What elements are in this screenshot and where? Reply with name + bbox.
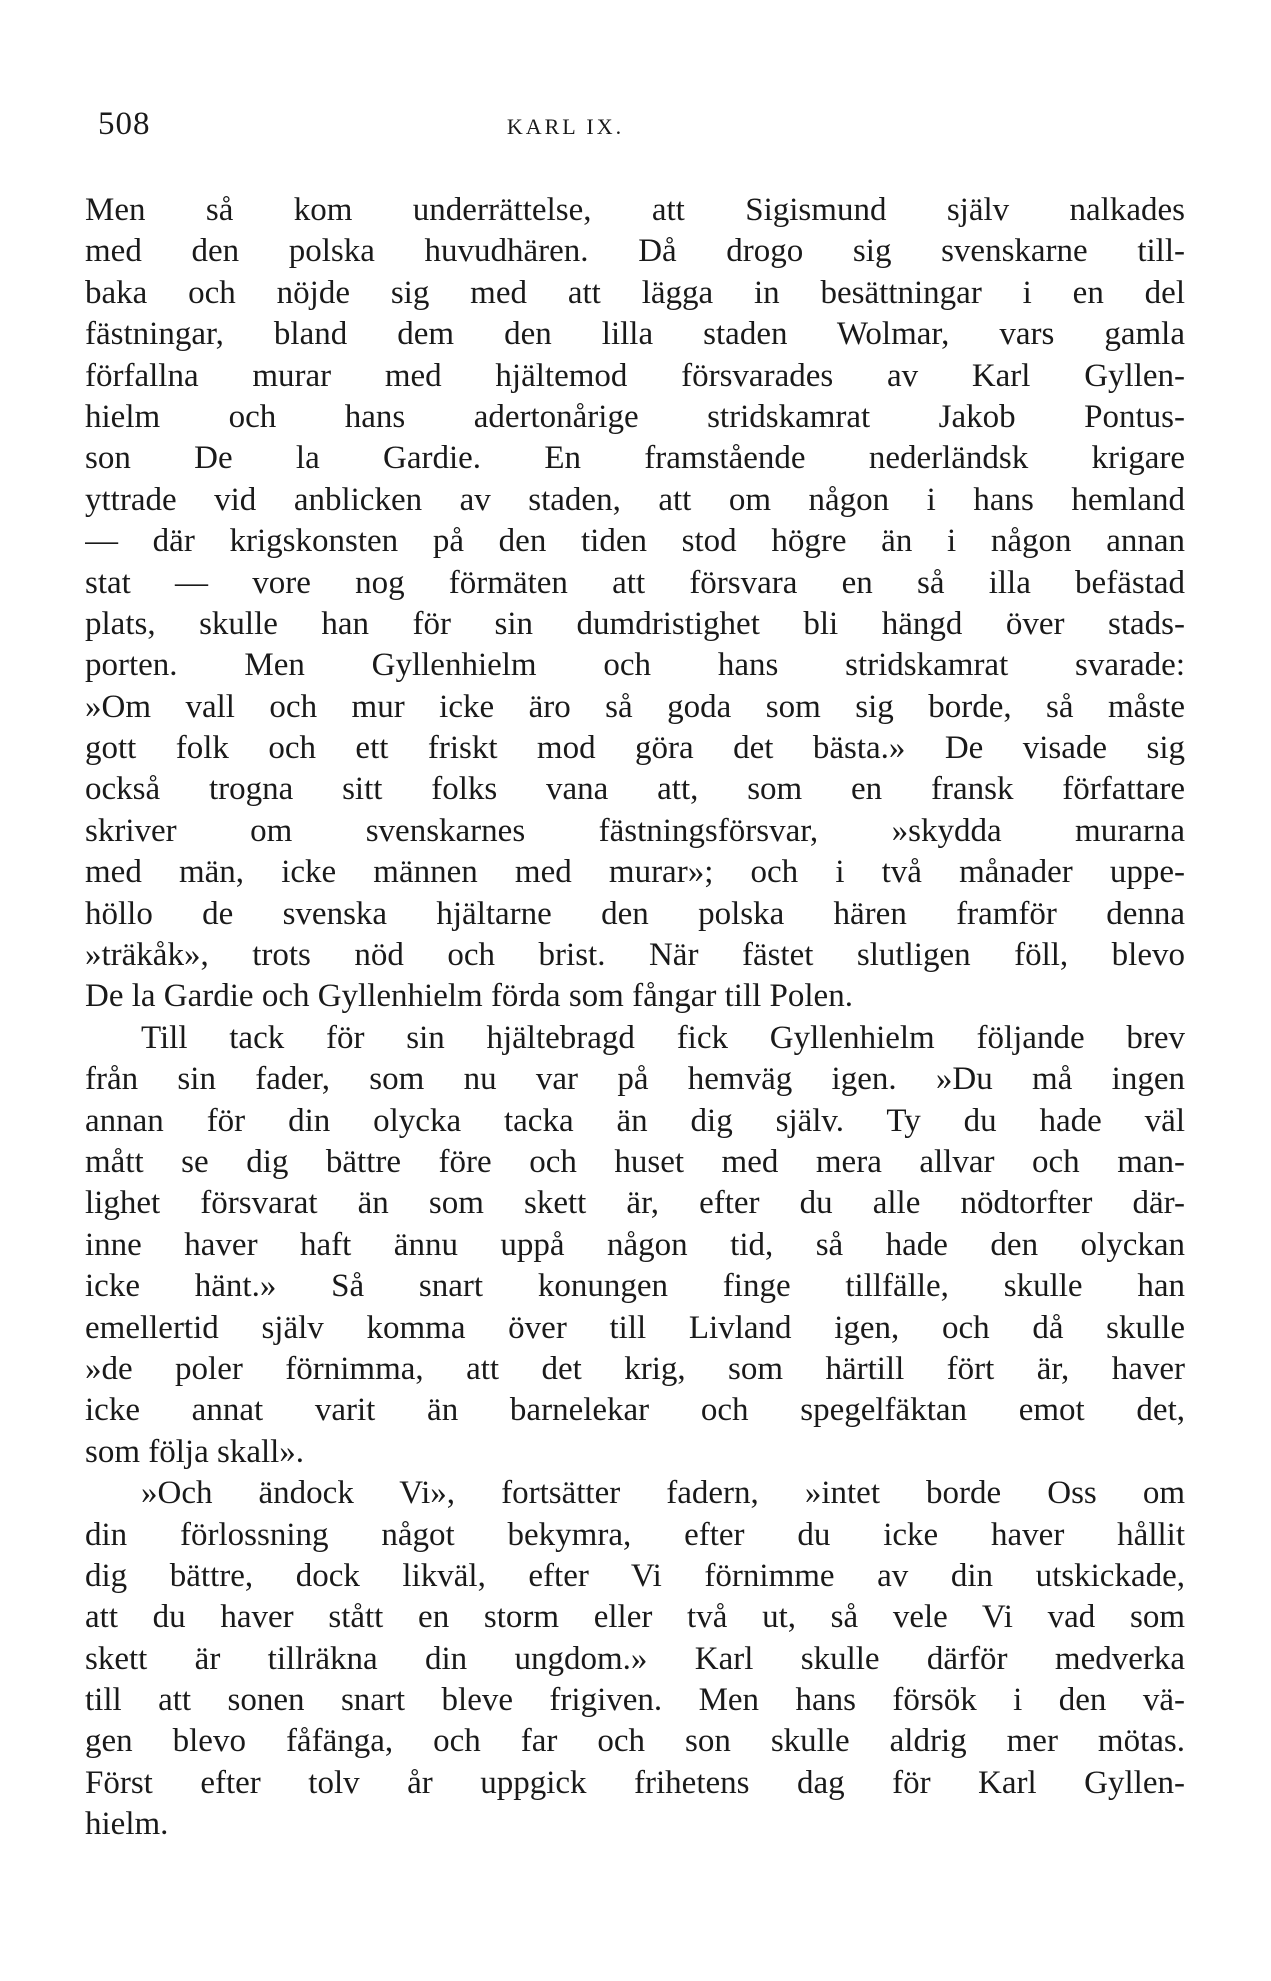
text-line: »Om vall och mur icke äro så goda som sig borde, så måste	[85, 688, 1185, 725]
text-line: annan för din olycka tacka än dig själv. Ty du hade väl	[85, 1102, 1185, 1139]
text-line: hielm.	[85, 1806, 169, 1843]
text-line: Först efter tolv år uppgick frihetens dag för Karl Gyllen-	[85, 1764, 1185, 1801]
text-line: förfallna murar med hjältemod försvarades av Karl Gyllen-	[85, 357, 1185, 394]
text-line: fästningar, bland dem den lilla staden Wolmar, vars gamla	[85, 316, 1185, 353]
text-line: höllo de svenska hjältarne den polska hären framför denna	[85, 895, 1185, 932]
text-line: gott folk och ett friskt mod göra det bästa.» De visade sig	[85, 730, 1185, 767]
text-line: från sin fader, som nu var på hemväg igen. »Du må ingen	[85, 1061, 1185, 1098]
text-line: skett är tillräkna din ungdom.» Karl skulle därför medverka	[85, 1640, 1185, 1677]
text-line: baka och nöjde sig med att lägga in besättningar i en del	[85, 274, 1185, 311]
text-line: stat — vore nog förmäten att försvara en så illa befästad	[85, 564, 1185, 601]
text-line: — där krigskonsten på den tiden stod högre än i någon annan	[85, 523, 1185, 560]
page-header	[98, 100, 1193, 150]
text-line: som följa skall».	[85, 1433, 305, 1470]
text-line: icke annat varit än barnelekar och spegelfäktan emot det,	[85, 1392, 1185, 1429]
text-line: De la Gardie och Gyllenhielm förda som fångar till Polen.	[85, 978, 853, 1015]
text-line: »Och ändock Vi», fortsätter fadern, »intet borde Oss om	[141, 1475, 1185, 1512]
text-line: inne haver haft ännu uppå någon tid, så hade den olyckan	[85, 1226, 1185, 1263]
text-line: porten. Men Gyllenhielm och hans stridskamrat svarade:	[85, 647, 1185, 684]
text-line: med den polska huvudhären. Då drogo sig svenskarne till-	[85, 233, 1185, 270]
body-text	[85, 190, 1185, 1846]
text-line: din förlossning något bekymra, efter du icke haver hållit	[85, 1516, 1185, 1553]
text-line: »träkåk», trots nöd och brist. När fästet slutligen föll, blevo	[85, 937, 1185, 974]
text-line: Men så kom underrättelse, att Sigismund själv nalkades	[85, 192, 1185, 228]
text-line: gen blevo fåfänga, och far och son skulle aldrig mer mötas.	[85, 1723, 1185, 1760]
text-line: yttrade vid anblicken av staden, att om någon i hans hemland	[85, 481, 1185, 518]
text-line: lighet försvarat än som skett är, efter du alle nödtorfter där-	[85, 1185, 1185, 1222]
text-line: att du haver stått en storm eller två ut, så vele Vi vad som	[85, 1599, 1185, 1636]
text-line: mått se dig bättre före och huset med mera allvar och man-	[85, 1143, 1185, 1180]
text-line: dig bättre, dock likväl, efter Vi förnimme av din utskickade,	[85, 1557, 1185, 1594]
text-line: Till tack för sin hjältebragd fick Gyllenhielm följande brev	[141, 1019, 1185, 1056]
page-number: 508	[98, 106, 151, 142]
text-line: plats, skulle han för sin dumdristighet bli hängd över stads-	[85, 605, 1185, 642]
text-line: »de poler förnimma, att det krig, som härtill fört är, haver	[85, 1350, 1185, 1387]
text-line: också trogna sitt folks vana att, som en fransk författare	[85, 771, 1185, 808]
text-line: hielm och hans adertonårige stridskamrat Jakob Pontus-	[85, 398, 1185, 435]
running-head: KARL IX.	[506, 114, 625, 139]
text-line: icke hänt.» Så snart konungen finge tillfälle, skulle han	[85, 1268, 1185, 1305]
text-line: skriver om svenskarnes fästningsförsvar, »skydda murarna	[85, 812, 1185, 849]
text-line: son De la Gardie. En framstående nederländsk krigare	[85, 440, 1185, 477]
text-line: till att sonen snart bleve frigiven. Men hans försök i den vä-	[85, 1682, 1185, 1719]
text-line: emellertid själv komma över till Livland igen, och då skulle	[85, 1309, 1185, 1346]
text-line: med män, icke männen med murar»; och i två månader uppe-	[85, 854, 1185, 891]
